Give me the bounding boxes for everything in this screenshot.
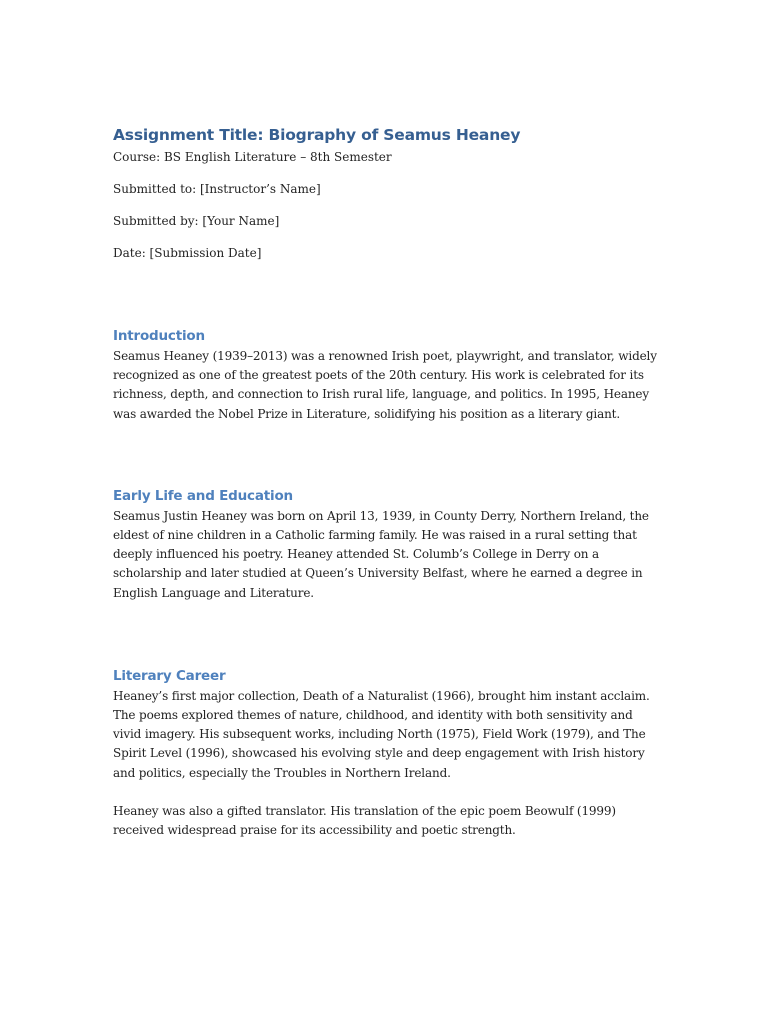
paragraph-literary-career-2: Heaney was also a gifted translator. His translation of the epic poem Beowulf (1999) received widespread praise for its accessibility and poetic strength. — [113, 803, 616, 838]
section-early-life — [113, 486, 658, 603]
submitted-to-line: Submitted to: [Instructor’s Name] — [113, 182, 321, 196]
paragraph-introduction-1: Seamus Heaney (1939–2013) was a renowned Irish poet, playwright, and translator, widely recognized as one of the greatest poets of the 20th century. His work is celebrated for its richness, depth, and connection to Irish rural life, language, and politics. In 1995, Heaney was awarded the Nobel Prize in Literature, solidifying his position as a literary giant. — [113, 349, 657, 421]
paragraph-literary-career-1: Heaney’s first major collection, Death of a Naturalist (1966), brought him instant acclaim. The poems explored themes of nature, childhood, and identity with both sensitivity and vivid imagery. His subsequent works, including North (1975), Field Work (1979), and The Spirit Level (1996), showcased his evolving style and deep engagement with Irish history and politics, especially the Troubles in Northern Ireland. — [113, 688, 650, 780]
section-literary-career — [113, 666, 658, 840]
assignment-title: Assignment Title: Biography of Seamus Heaney — [113, 126, 521, 144]
paragraph-early-life-1: Seamus Justin Heaney was born on April 13, 1939, in County Derry, Northern Ireland, the eldest of nine children in a Catholic farming family. He was raised in a rural setting that deeply influenced his poetry. Heaney attended St. Columb’s College in Derry on a scholarship and later studied at Queen’s University Belfast, where he earned a degree in English Language and Literature. — [113, 508, 649, 600]
document-body — [113, 124, 658, 840]
section-heading-literary-career: Literary Career — [113, 667, 226, 684]
section-heading-introduction: Introduction — [113, 328, 205, 344]
section-heading-early-life: Early Life and Education — [113, 487, 293, 504]
course-line: Course: BS English Literature – 8th Semester — [113, 150, 392, 164]
section-introduction — [113, 326, 658, 424]
date-line: Date: [Submission Date] — [113, 246, 262, 260]
submitted-by-line: Submitted by: [Your Name] — [113, 214, 280, 228]
